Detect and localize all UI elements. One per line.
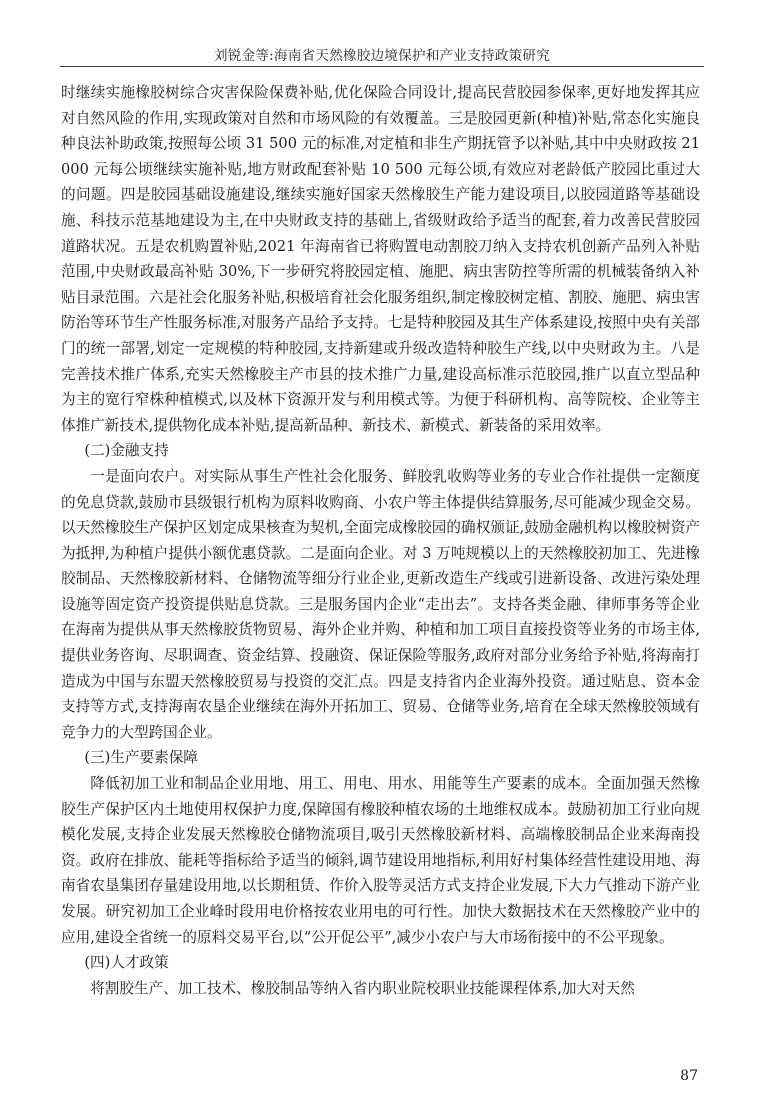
section-heading-financial-support: (二)金融支持 (84, 442, 169, 460)
paragraph-talent-policy: 将割胶生产、加工技术、橡胶制品等纳入省内职业院校职业技能课程体系,加大对天然 (90, 979, 635, 997)
paragraph-financial-support: 一是面向农户。对实际从事生产性社会化服务、鲜胶乳收购等业务的专业合作社提供一定额度的免息贷款,鼓励市县级银行机构为原料收购商、小农户等主体提供结算服务,尽可能减少现金交易。以天然橡胶生产保护区划定成果核查为契机,全面完成橡胶园的确权颁证,鼓励金融机构以橡胶树资产为抵押,为种植户提供小额优惠贷款。二是面向企业。对 3 万吨规模以上的天然橡胶初加工、先进橡胶制品、天然橡胶新材料、仓储物流等细分行业企业,更新改造生产线或引进新设备、改进污染处理设施等固定资产投资提供贴息贷款。三是服务国内企业“走出去”。支持各类金融、律师事务等企业在海南为提供从事天然橡胶货物贸易、海外企业并购、种植和加工项目直接投资等业务的市场主体,提供业务咨询、尽职调查、资金结算、投融资、保证保险等服务,政府对部分业务给予补贴,将海南打造成为中国与东盟天然橡胶贸易与投资的交汇点。四是支持省内企业海外投资。通过贴息、资本金支持等方式,支持海南农垦企业继续在海外开拓加工、贸易、仓储等业务,培育在全球天然橡胶领域有竞争力的大型跨国企业。 (61, 467, 700, 741)
article-body (61, 80, 700, 1001)
paragraph-production-factors: 降低初加工业和制品企业用地、用工、用电、用水、用能等生产要素的成本。全面加强天然橡胶生产保护区内土地使用权保护力度,保障国有橡胶种植农场的土地维权成本。鼓励初加工行业向规模化发展,支持企业发展天然橡胶仓储物流项目,吸引天然橡胶新材料、高端橡胶制品企业来海南投资。政府在排放、能耗等指标给予适当的倾斜,调节建设用地指标,利用好村集体经营性建设用地、海南省农垦集团存量建设用地,以长期租赁、作价入股等灵活方式支持企业发展,下大力气推动下游产业发展。研究初加工企业峰时段用电价格按农业用电的可行性。加快大数据技术在天然橡胶产业中的应用,建设全省统一的原料交易平台,以“公开促公平”,减少小农户与大市场衔接中的不公平现象。 (61, 775, 700, 946)
section-heading-talent-policy: (四)人才政策 (84, 954, 169, 972)
page-number: 87 (680, 1068, 698, 1084)
header-rule (60, 66, 704, 67)
section-heading-production-factors: (三)生产要素保障 (84, 749, 198, 767)
running-header: 刘锐金等:海南省天然橡胶边境保护和产业支持政策研究 (213, 48, 551, 64)
paragraph-subsidies-continued: 时继续实施橡胶树综合灾害保险保费补贴,优化保险合同设计,提高民营胶园参保率,更好地发挥其应对自然风险的作用,实现政策对自然和市场风险的有效覆盖。三是胶园更新(种植)补贴,常态化实施良种良法补助政策,按照每公顷 31 500 元的标准,对定植和非生产期抚管予以补贴,其中中央财政按 21 000 元每公顷继续实施补贴,地方财政配套补贴 10 500 元每公顷,有效应对老龄低产胶园比重过大的问题。四是胶园基础设施建设,继续实施好国家天然橡胶生产能力建设项目,以胶园道路等基础设施、科技示范基地建设为主,在中央财政支持的基础上,省级财政给予适当的配套,着力改善民营胶园道路状况。五是农机购置补贴,2021 年海南省已将购置电动割胶刀纳入支持农机创新产品列入补贴范围,中央财政最高补贴 30%,下一步研究将胶园定植、施肥、病虫害防控等所需的机械装备纳入补贴目录范围。六是社会化服务补贴,积极培育社会化服务组织,制定橡胶树定植、割胶、施肥、病虫害防治等环节生产性服务标准,对服务产品给予支持。七是特种胶园及其生产体系建设,按照中央有关部门的统一部署,划定一定规模的特种胶园,支持新建或升级改造特种胶生产线,以中央财政为主。八是完善技术推广体系,充实天然橡胶主产市县的技术推广力量,建设高标准示范胶园,推广以直立型品种为主的宽行窄株种植模式,以及林下资源开发与利用模式等。为便于科研机构、高等院校、企业等主体推广新技术,提供物化成本补贴,提高新品种、新技术、新模式、新装备的采用效率。 (61, 84, 700, 434)
